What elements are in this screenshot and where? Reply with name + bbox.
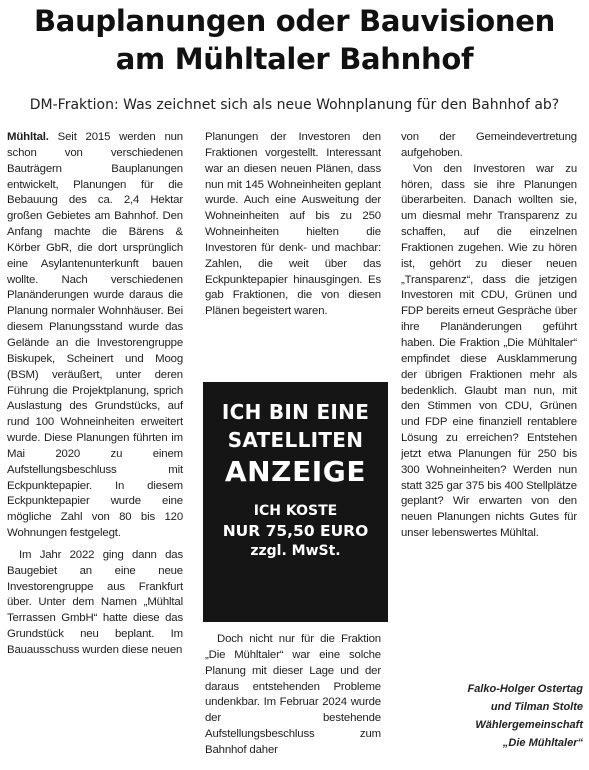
author-signature bbox=[467, 680, 583, 752]
article-column-2-continued bbox=[205, 632, 381, 759]
article-subheadline: DM-Fraktion: Was zeichnet sich als neue Wohnplanung für den Bahnhof ab? bbox=[29, 97, 560, 113]
article-headline bbox=[0, 2, 589, 78]
author-organization: Wählergemeinschaft bbox=[475, 719, 583, 731]
author-name-1: Falko-Holger Ostertag bbox=[467, 683, 583, 695]
article-column-1 bbox=[7, 130, 183, 659]
article-paragraph: Doch nicht nur für die Fraktion „Die Mühltaler“ war eine solche Planung mit dieser Lage und der daraus entstehenden Probleme undenkbar. Im Februar 2024 wurde der bestehende Aufstellungsbeschluss zum Bahnhof daher bbox=[205, 633, 381, 756]
ad-price: NUR 75,50 EURO bbox=[222, 522, 369, 540]
article-paragraph: von der Gemeindevertretung aufgehoben. bbox=[401, 131, 577, 159]
article-column-3 bbox=[401, 130, 577, 542]
article-column-2 bbox=[205, 130, 381, 320]
article-paragraph: Im Jahr 2022 ging dann das Baugebiet an eine neue Investorengruppe aus Frankfurt über. Unter dem Namen „Mühltal Terrassen GmbH“ hatte diese das Grundstück neu beplant. Im Bauausschuss wurden diese neuen bbox=[7, 548, 183, 656]
dateline: Mühltal. bbox=[7, 131, 49, 143]
headline-line-1: Bauplanungen oder Bauvisionen bbox=[34, 4, 555, 38]
satellite-advertisement bbox=[203, 382, 388, 622]
ad-line-3: ANZEIGE bbox=[224, 455, 367, 488]
ad-cost-label: ICH KOSTE bbox=[253, 503, 338, 519]
author-group: „Die Mühltaler“ bbox=[502, 737, 583, 749]
paragraph-text: Seit 2015 werden nun schon von verschiedenen Bauträgern Bauplanungen entwickelt, Planungen für die Bebauung des ca. 2,4 Hektar großen Gebietes am Bahnhof. Den Anfang machte die Bärens & Körber GbR, die dort ursprünglich eine Asylantenunterkunft bauen wollte. Nach verschiedenen Planänderungen wurde daraus die Planung normaler Wohnhäuser. Bei diesem Planungsstand wurde das Gelände an die Investorengruppe Biskupek, Scheinert und Moog (BSM) veräußert, unter deren Führung die Projektplanung, sprich Auslastung des Grundstücks, auf rund 100 Wohneinheiten erweitert wurde. Diese Planungen führten im Mai 2020 zu einem Aufstellungsbeschluss mit Eckpunktepapier. In diesem Eckpunktepapier wurde eine mögliche Zahl von 80 bis 120 Wohnungen festgelegt. bbox=[7, 131, 183, 540]
article-paragraph: Von den Investoren war zu hören, dass sie ihre Planungen überarbeiten. Danach wollten sie, um diesmal mehr Transparenz zu schaffen, auf die einzelnen Fraktionen zugehen. Wie zu hören ist, gehört zu dieser neuen „Transparenz“, dass die jetzigen Investoren mit CDU, Grünen und FDP bereits erneut Gespräche über ihre Planänderungen geführt haben. Die Fraktion „Die Mühltaler“ empfindet diese Ausklammerung der übrigen Fraktionen mehr als bedenklich. Glaubt man nun, mit den Stimmen von CDU, Grünen und FDP eine finanziell rentablere Lösung zu erreichen? Entstehen jetzt etwa Planungen für 250 bis 300 Wohneinheiten? Werden nun statt 325 gar 375 bis 400 Stellplätze geplant? Wir erwarten von den neuen Planungen nichts Gutes für unser lebenswertes Mühltal. bbox=[401, 162, 577, 540]
ad-line-1: ICH BIN EINE bbox=[221, 400, 370, 424]
ad-tax-note: zzgl. MwSt. bbox=[250, 543, 341, 559]
ad-headline bbox=[203, 398, 388, 490]
article-paragraph: Planungen der Investoren den Fraktionen vorgestellt. Interessant war an diesen neuen Plänen, dass nun mit 145 Wohneinheiten geplant wurde. Auch eine Ausweitung der Wohneinheiten auf bis zu 250 Wohneinheiten hielten die Investoren für denk- und machbar: Zahlen, die weit über das Eckpunktepapier hinausgingen. Es gab Fraktionen, die von diesen Plänen begeistert waren. bbox=[205, 131, 381, 318]
ad-pricing bbox=[203, 502, 388, 561]
headline-line-2: am Mühltaler Bahnhof bbox=[115, 42, 474, 76]
article-paragraph bbox=[7, 130, 183, 542]
author-name-2: und Tilman Stolte bbox=[490, 701, 583, 713]
ad-line-2: SATELLITEN bbox=[227, 428, 364, 452]
